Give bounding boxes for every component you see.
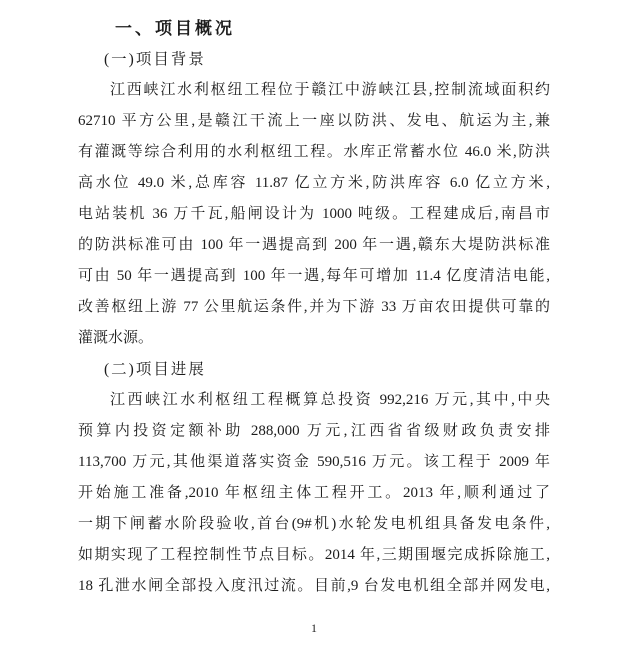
body-line: 灌溉水源。 bbox=[78, 330, 154, 346]
body-line: 62710 平方公里,是赣江干流上一座以防洪、发电、航运为主,兼 bbox=[78, 113, 550, 129]
section-heading-1: (一)项目背景 bbox=[104, 51, 206, 68]
section-heading-2: (二)项目进展 bbox=[104, 361, 206, 378]
document-content bbox=[78, 13, 550, 602]
body-line: 113,700 万元,其他渠道落实资金 590,516 万元。该工程于 2009 年 bbox=[78, 454, 550, 470]
body-line: 江西峡江水利枢纽工程概算总投资 992,216 万元,其中,中央 bbox=[110, 392, 550, 408]
body-line: 的防洪标准可由 100 年一遇提高到 200 年一遇,赣东大堤防洪标准 bbox=[78, 237, 550, 253]
body-line: 电站装机 36 万千瓦,船闸设计为 1000 吨级。工程建成后,南昌市 bbox=[78, 206, 550, 222]
body-line: 改善枢纽上游 77 公里航运条件,并为下游 33 万亩农田提供可靠的 bbox=[78, 299, 550, 315]
body-line: 一期下闸蓄水阶段验收,首台(9#机)水轮发电机组具备发电条件, bbox=[78, 516, 550, 532]
body-line: 江西峡江水利枢纽工程位于赣江中游峡江县,控制流域面积约 bbox=[110, 82, 550, 98]
body-line: 预算内投资定额补助 288,000 万元,江西省省级财政负责安排 bbox=[78, 423, 550, 439]
body-line: 高水位 49.0 米,总库容 11.87 亿立方米,防洪库容 6.0 亿立方米, bbox=[78, 175, 550, 191]
body-line: 开始施工准备,2010 年枢纽主体工程开工。2013 年,顺利通过了 bbox=[78, 485, 550, 501]
body-line: 18 孔泄水闸全部投入度汛过流。目前,9 台发电机组全部并网发电, bbox=[78, 578, 550, 594]
doc-title: 一、项目概况 bbox=[115, 19, 235, 38]
body-line: 有灌溉等综合利用的水利枢纽工程。水库正常蓄水位 46.0 米,防洪 bbox=[78, 144, 550, 160]
page-number: 1 bbox=[311, 621, 317, 635]
body-line: 可由 50 年一遇提高到 100 年一遇,每年可增加 11.4 亿度清洁电能, bbox=[78, 268, 550, 284]
body-line: 如期实现了工程控制性节点目标。2014 年,三期围堰完成拆除施工, bbox=[78, 547, 550, 563]
